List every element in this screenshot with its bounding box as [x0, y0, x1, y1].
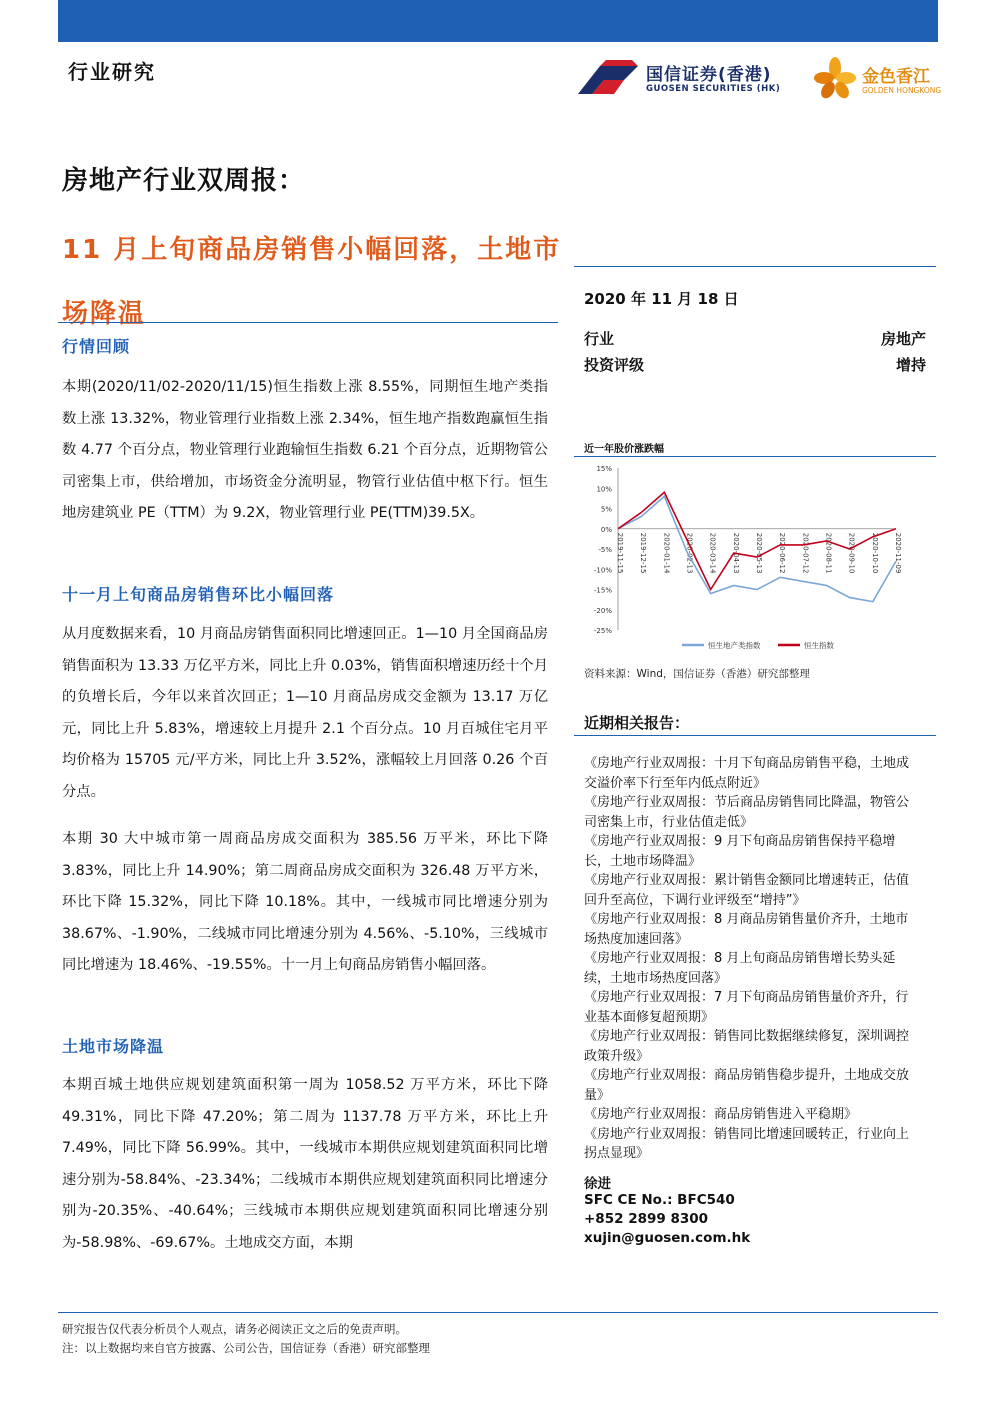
section-heading-land: 土地市场降温 — [62, 1037, 165, 1056]
chart-title: 近一年股价涨跌幅 — [584, 444, 664, 455]
related-reports-title: 近期相关报告： — [584, 714, 690, 732]
related-report-item[interactable]: 《房地产行业双周报：商品房销售进入平稳期》 — [584, 1107, 858, 1122]
y-tick-label: 10% — [596, 485, 612, 494]
related-report-item[interactable]: 《房地产行业双周报：销售同比增速回暖转正，行业向上拐点显现》 — [584, 1126, 910, 1161]
y-tick-label: 15% — [596, 465, 612, 473]
legend-label: 恒生地产类指数 — [708, 641, 761, 650]
y-tick-label: 0% — [600, 525, 612, 534]
related-report-item[interactable]: 《房地产行业双周报：7 月下旬商品房销售量价齐升，行业基本面修复超预期》 — [584, 990, 909, 1025]
x-tick-label: 2020-02-13 — [685, 532, 694, 574]
report-headline: 11 月上旬商品房销售小幅回落，土地市场降温 — [62, 235, 562, 329]
y-tick-label: -15% — [593, 586, 612, 595]
report-date: 2020 年 11 月 18 日 — [584, 290, 739, 308]
rating-label: 投资评级 — [584, 356, 645, 374]
rating-value: 增持 — [895, 356, 926, 374]
rating-row — [584, 354, 926, 375]
paragraph-sales-monthly: 从月度数据来看，10 月商品房销售面积同比增速回正。1—10 月全国商品房销售面积为 13.33 万亿平方米，同比上升 0.03%，销售面积增速历经十个月的负增长后，今年以来首次回正；1—10 月商品房成交金额为 13.17 万亿元，同比上升 5.83%，增速较上月提升 2.1 个百分点。10 月百城住宅月平均价格为 15705 元/平方米，同比上升 3.52%，涨幅较上月回落 0.26 个百分点。 — [62, 626, 548, 800]
related-report-item[interactable]: 《房地产行业双周报：9 月下旬商品房销售保持平稳增长，土地市场降温》 — [584, 834, 896, 869]
y-tick-label: -5% — [598, 546, 612, 554]
related-report-item[interactable]: 《房地产行业双周报：8 月商品房销售量价齐升，土地市场热度加速回落》 — [584, 912, 909, 947]
section-label: 行业研究 — [68, 60, 156, 84]
related-report-item[interactable]: 《房地产行业双周报：8 月上旬商品房销售增长势头延续，土地市场热度回落》 — [584, 951, 896, 986]
x-tick-label: 2020-10-10 — [870, 532, 879, 574]
paragraph-land-supply: 本期百城土地供应规划建筑面积第一周为 1058.52 万平方米，环比下降 49.31%，同比下降 47.20%；第二周为 1137.78 万平方米，环比上升 7.49%，同比下降 56.99%。其中，一线城市本期供应规划建筑面积同比增速分别为-58.84%、-23.34%；二线城市本期供应规划建筑面积同比增速分别为-20.35%、-40.64%；三线城市本期供应规划建筑面积同比增速分别为-58.98%、-69.67%。土地成交方面，本期 — [62, 1077, 548, 1251]
footer-disclaimer: 研究报告仅代表分析员个人观点，请务必阅读正文之后的免责声明。 — [62, 1322, 407, 1336]
guosen-name-en: GUOSEN SECURITIES (HK) — [646, 84, 781, 94]
legend-label: 恒生指数 — [804, 641, 834, 650]
related-report-item[interactable]: 《房地产行业双周报：销售同比数据继续修复，深圳调控政策升级》 — [584, 1029, 910, 1064]
x-tick-label: 2019-12-15 — [639, 532, 648, 574]
industry-value: 房地产 — [880, 330, 926, 348]
x-tick-label: 2020-08-11 — [824, 532, 833, 574]
guosen-logo — [574, 56, 806, 102]
section-heading-sales: 十一月上旬商品房销售环比小幅回落 — [62, 585, 335, 604]
price-change-chart — [574, 458, 936, 660]
x-tick-label: 2020-01-14 — [662, 532, 671, 574]
report-series-title: 房地产行业双周报： — [62, 166, 306, 196]
footer-note: 注：以上数据均来自官方披露、公司公告，国信证券（香港）研究部整理 — [62, 1341, 430, 1355]
related-report-item[interactable]: 《房地产行业双周报：商品房销售稳步提升，土地成交放量》 — [584, 1068, 910, 1103]
paragraph-sales-weekly: 本期 30 大中城市第一周商品房成交面积为 385.56 万平米，环比下降 3.83%，同比上升 14.90%；第二周商品房成交面积为 326.48 万平方米，环比下降 15.32%，同比下降 10.18%。其中，一线城市同比增速分别为 38.67%、-1.90%，二线城市同比增速分别为 4.56%、-5.10%，三线城市同比增速为 18.46%、-19.55%。十一月上旬商品房销售小幅回落。 — [62, 831, 548, 973]
industry-label: 行业 — [584, 330, 615, 348]
analyst-sfc-number: SFC CE No.: BFC540 — [584, 1192, 735, 1208]
related-reports-list — [584, 754, 920, 1164]
golden-flower-icon — [810, 54, 860, 104]
x-tick-label: 2020-03-14 — [708, 532, 717, 574]
analyst-name: 徐进 — [584, 1176, 611, 1192]
related-report-item[interactable]: 《房地产行业双周报：十月下旬商品房销售平稳，土地成交溢价率下行至年内低点附近》 — [584, 756, 910, 791]
golden-name-cn: 金色香江 — [862, 67, 930, 87]
chart-source: 资料来源：Wind，国信证券（香港）研究部整理 — [584, 668, 810, 680]
y-tick-label: 5% — [600, 505, 612, 514]
x-tick-label: 2020-09-10 — [847, 532, 856, 574]
x-tick-label: 2020-05-13 — [755, 532, 763, 574]
golden-name-en: GOLDEN HONGKONG — [862, 86, 942, 95]
y-tick-label: -20% — [593, 606, 612, 615]
headline-divider — [58, 322, 558, 323]
x-tick-label: 2020-04-13 — [731, 532, 740, 574]
paragraph-market-review: 本期(2020/11/02-2020/11/15)恒生指数上涨 8.55%，同期恒生地产类指数上涨 13.32%，物业管理行业指数上涨 2.34%，恒生地产指数跑赢恒生指数 4.77 个百分点，物业管理行业跑输恒生指数 6.21 个百分点，近期物管公司密集上市，供给增加，市场资金分流明显，物管行业估值中枢下行。恒生地房建筑业 PE（TTM）为 9.2X，物业管理行业 PE(TTM)39.5X。 — [62, 379, 548, 521]
x-tick-label: 2020-11-09 — [894, 532, 902, 574]
x-tick-label: 2020-06-12 — [778, 532, 787, 574]
y-tick-label: -25% — [593, 627, 612, 635]
x-tick-label: 2020-07-12 — [801, 532, 810, 574]
section-heading-market-review: 行情回顾 — [62, 337, 131, 356]
guosen-mark-icon — [574, 56, 644, 102]
analyst-phone[interactable]: +852 2899 8300 — [584, 1211, 709, 1227]
golden-hongkong-logo — [810, 54, 960, 106]
related-report-item[interactable]: 《房地产行业双周报：累计销售金额同比增速转正，估值回升至高位，下调行业评级至“增持”》 — [584, 873, 910, 908]
guosen-name-cn: 国信证券(香港) — [646, 65, 772, 85]
x-tick-label: 2019-11-15 — [616, 532, 624, 574]
industry-row — [584, 328, 926, 349]
analyst-email[interactable]: xujin@guosen.com.hk — [584, 1230, 751, 1246]
footer-divider — [58, 1312, 938, 1313]
related-report-item[interactable]: 《房地产行业双周报：节后商品房销售同比降温，物管公司密集上市，行业估值走低》 — [584, 795, 910, 830]
y-tick-label: -10% — [593, 566, 612, 575]
sidebar-divider — [574, 266, 936, 267]
top-brand-bar — [58, 0, 938, 42]
related-reports-divider — [574, 735, 936, 736]
